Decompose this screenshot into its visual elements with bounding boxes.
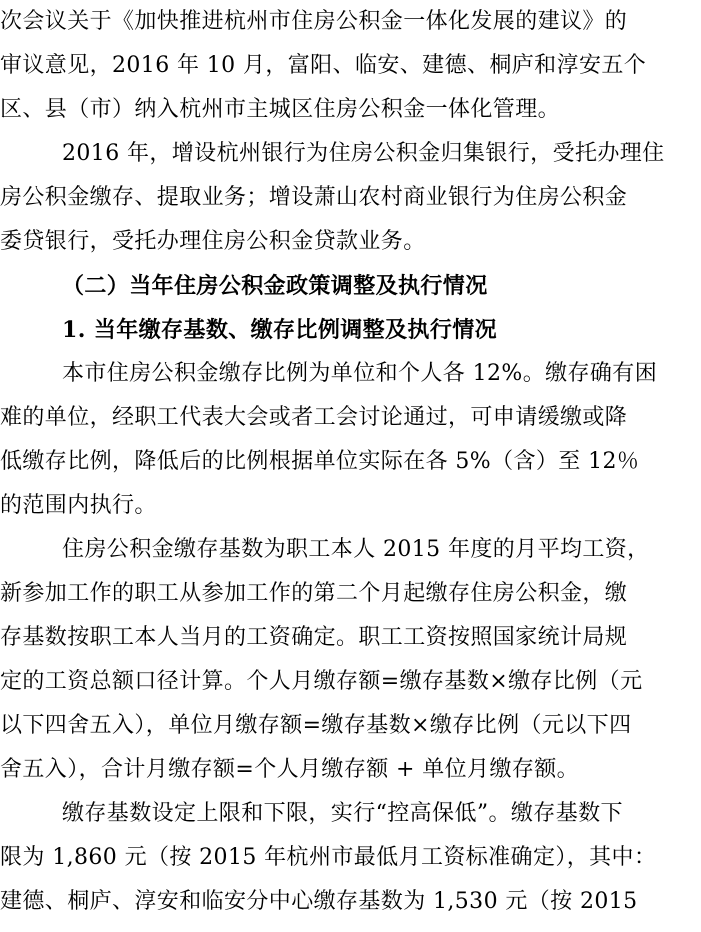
paragraph-line: 次会议关于《加快推进杭州市住房公积金一体化发展的建议》的 <box>0 9 628 34</box>
paragraph-line: 难的单位，经职工代表大会或者工会讨论通过，可申请缓缴或降 <box>0 405 628 430</box>
paragraph-line: 本市住房公积金缴存比例为单位和个人各 12%。缴存确有困 <box>62 361 658 386</box>
paragraph-line: 区、县（市）纳入杭州市主城区住房公积金一体化管理。 <box>0 97 561 122</box>
paragraph-line: 存基数按职工本人当月的工资确定。职工工资按照国家统计局规 <box>0 625 628 650</box>
paragraph-line: 舍五入），合计月缴存额=个人月缴存额 + 单位月缴存额。 <box>0 757 580 782</box>
section-heading: （二）当年住房公积金政策调整及执行情况 <box>62 273 488 299</box>
paragraph-line: 限为 1,860 元（按 2015 年杭州市最低月工资标准确定），其中： <box>0 845 657 870</box>
paragraph-line: 建德、桐庐、淳安和临安分中心缴存基数为 1,530 元（按 2015 <box>0 889 638 914</box>
paragraph-line: 审议意见，2016 年 10 月，富阳、临安、建德、桐庐和淳安五个 <box>0 53 647 78</box>
paragraph-line: 房公积金缴存、提取业务；增设萧山农村商业银行为住房公积金 <box>0 185 628 210</box>
paragraph-line: 委贷银行，受托办理住房公积金贷款业务。 <box>0 229 426 254</box>
paragraph-line: 定的工资总额口径计算。个人月缴存额=缴存基数×缴存比例（元 <box>0 669 643 694</box>
paragraph-line: 住房公积金缴存基数为职工本人 2015 年度的月平均工资， <box>62 537 650 562</box>
paragraph-line: 以下四舍五入），单位月缴存额=缴存基数×缴存比例（元以下四 <box>0 713 632 738</box>
paragraph-line: 的范围内执行。 <box>0 493 157 518</box>
paragraph-line: 新参加工作的职工从参加工作的第二个月起缴存住房公积金，缴 <box>0 581 628 606</box>
paragraph-line: 2016 年，增设杭州银行为住房公积金归集银行，受托办理住 <box>62 141 665 166</box>
subsection-heading: 1. 当年缴存基数、缴存比例调整及执行情况 <box>62 317 498 343</box>
paragraph-line: 低缴存比例，降低后的比例根据单位实际在各 5%（含）至 12％ <box>0 449 640 474</box>
paragraph-line: 缴存基数设定上限和下限，实行“控高保低”。缴存基数下 <box>62 801 623 826</box>
